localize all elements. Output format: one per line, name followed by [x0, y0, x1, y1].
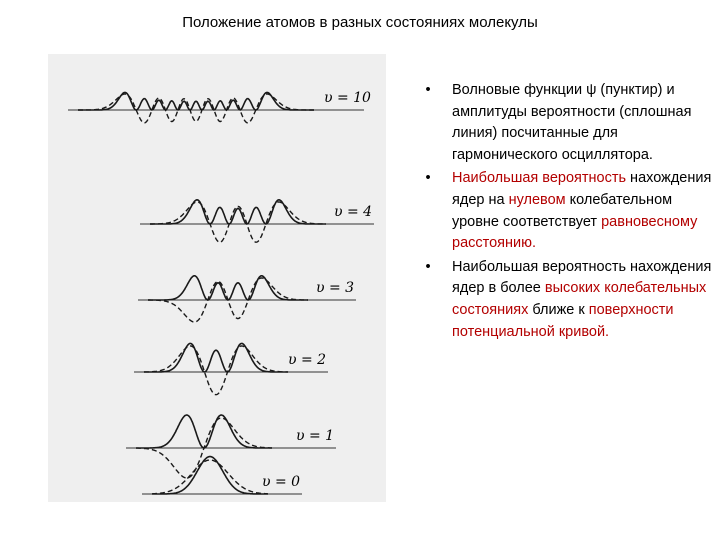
probability-curve [144, 343, 288, 372]
bullet-text-segment: Наибольшая вероятность нахождения ядер в более [452, 258, 712, 297]
bullet-text-segment: нахождения ядер на [452, 170, 712, 208]
level-label: υ = 4 [334, 204, 373, 220]
bullet-marker: • [425, 82, 431, 98]
level-label: υ = 2 [288, 352, 327, 368]
probability-curve [152, 457, 268, 494]
bullet-text-segment: высоких колебательных состояниях [452, 280, 707, 318]
bullet-marker: • [425, 258, 431, 275]
bullet-item [422, 80, 712, 166]
bullet-text-segment: колебательном уровне соответствует [452, 191, 673, 230]
bullet-text-segment: ближе к [528, 301, 589, 318]
wavefunction-curve [152, 460, 268, 494]
bullet-item [422, 257, 712, 343]
level-label: υ = 10 [324, 90, 371, 106]
level-label: υ = 3 [316, 280, 355, 296]
wavefunction-plot [48, 54, 386, 502]
probability-curve [78, 92, 314, 110]
bullet-text-segment: нулевом [508, 191, 566, 208]
bullet-text-segment: Волновые функции ψ (пунктир) и амплитуды вероятности (сплошная линия) посчитанные для гармонического осциллятора. [452, 82, 692, 163]
bullet-text-segment: Наибольшая вероятность [452, 170, 627, 187]
wavefunction-figure [48, 54, 386, 502]
level-label: υ = 1 [296, 428, 335, 444]
wavefunction-curve [78, 94, 314, 123]
wavefunction-curve [144, 346, 288, 395]
probability-curve [136, 415, 272, 448]
bullet-item [422, 168, 712, 254]
level-label: υ = 0 [262, 474, 301, 490]
slide-title: Положение атомов в разных состояниях молекулы [182, 14, 538, 31]
bullet-text-segment: равновесному расстоянию. [452, 213, 698, 252]
bullet-list [422, 80, 712, 345]
bullet-text-segment: поверхности потенциальной кривой. [452, 301, 674, 340]
bullet-marker: • [425, 170, 431, 187]
